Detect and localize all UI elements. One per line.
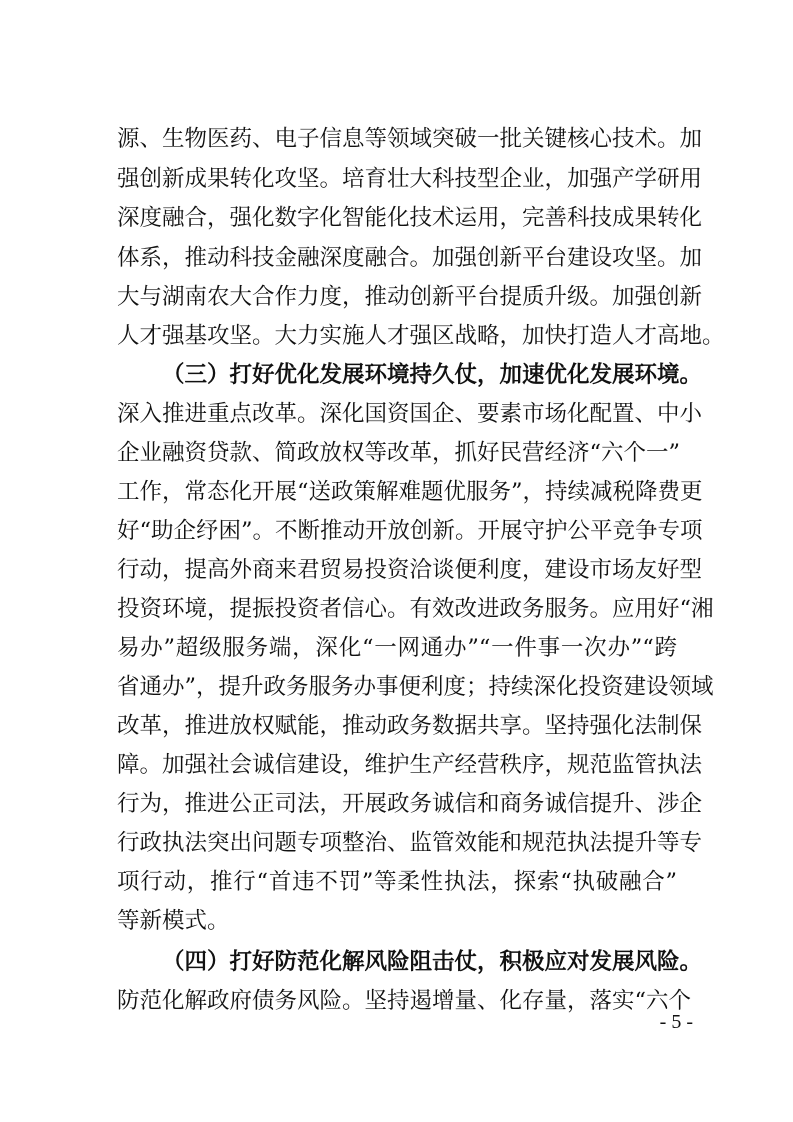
section-heading-4: （四）打好防范化解风险阻击仗，积极应对发展风险。 — [162, 949, 703, 975]
body-text-line: 投资环境，提振投资者信心。有效改进政务服务。应用好“湘 — [117, 596, 714, 622]
body-text-line: 深度融合，强化数字化智能化技术运用，完善科技成果转化 — [117, 205, 703, 231]
body-text-line: 障。加强社会诚信建设，维护生产经营秩序，规范监管执法 — [117, 752, 703, 778]
page-number: - 5 - — [659, 1011, 693, 1033]
body-text-line: 工作，常态化开展“送政策解难题优服务”，持续减税降费更 — [117, 479, 703, 505]
body-text-line: 等新模式。 — [117, 908, 230, 934]
body-text-line: 强创新成果转化攻坚。培育壮大科技型企业，加强产学研用 — [117, 166, 703, 192]
body-text-line: 项行动，推行“首违不罚”等柔性执法，探索“执破融合” — [117, 869, 677, 895]
body-text-line: 改革，推进放权赋能，推动政务数据共享。坚持强化法制保 — [117, 713, 703, 739]
body-text-line: 防范化解政府债务风险。坚持遏增量、化存量，落实“六个 — [117, 988, 692, 1014]
body-text-line: 体系，推动科技金融深度融合。加强创新平台建设攻坚。加 — [117, 245, 703, 271]
body-text-line: 人才强基攻坚。大力实施人才强区战略，加快打造人才高地。 — [117, 323, 725, 349]
body-text-line: 行政执法突出问题专项整治、监管效能和规范执法提升等专 — [117, 830, 703, 856]
body-text-line: 好“助企纾困”。不断推动开放创新。开展守护公平竞争专项 — [117, 518, 703, 544]
body-text-line: 源、生物医药、电子信息等领域突破一批关键核心技术。加 — [117, 126, 703, 152]
body-text-line: 深入推进重点改革。深化国资国企、要素市场化配置、中小 — [117, 401, 703, 427]
section-heading-3: （三）打好优化发展环境持久仗，加速优化发展环境。 — [162, 362, 703, 388]
body-text-line: 行为，推进公正司法，开展政务诚信和商务诚信提升、涉企 — [117, 791, 703, 817]
body-text-line: 易办”超级服务端，深化“一网通办”“一件事一次办”“跨 — [117, 635, 677, 661]
body-text-line: 省通办”，提升政务服务办事便利度；持续深化投资建设领域 — [117, 674, 714, 700]
body-text-line: 大与湖南农大合作力度，推动创新平台提质升级。加强创新 — [117, 284, 703, 310]
body-text-line: 企业融资贷款、简政放权等改革，抓好民营经济“六个一” — [117, 440, 681, 466]
body-text-line: 行动，提高外商来君贸易投资洽谈便利度，建设市场友好型 — [117, 557, 703, 583]
